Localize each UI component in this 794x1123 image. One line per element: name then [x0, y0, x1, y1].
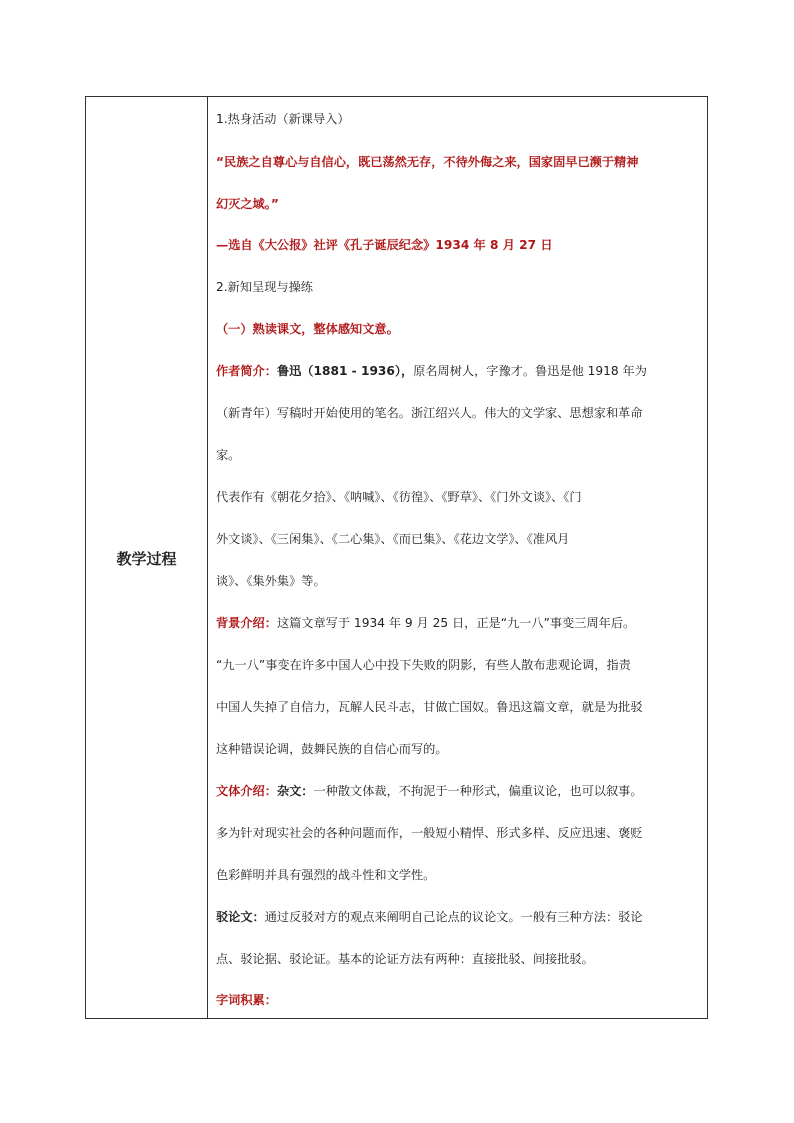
section1-heading: （一）熟读课文，整体感知文意。	[216, 322, 399, 336]
rebuttal-line-1	[216, 909, 643, 925]
genre-line1-rest: 一种散文体裁，不拘泥于一种形式，偏重议论，也可以叙事。	[313, 784, 643, 798]
genre-line-3: 色彩鲜明并具有强烈的战斗性和文学性。	[216, 868, 436, 882]
quote-line-2: 幻灭之域。”	[216, 197, 279, 211]
rebuttal-line-2: 点、驳论据、驳论证。基本的论证方法有两种：直接批驳、间接批驳。	[216, 952, 594, 966]
background-label: 背景介绍：	[216, 616, 277, 630]
genre-label: 文体介绍：	[216, 784, 277, 798]
quote-line-1: “民族之自尊心与自信心，既已荡然无存，不待外侮之来，国家固早已濒于精神	[216, 155, 639, 169]
background-line-1	[216, 615, 635, 631]
teaching-process-label: 教学过程	[116, 550, 177, 568]
author-intro-line-3: 家。	[216, 448, 241, 462]
background-line-4: 这种错误论调，鼓舞民族的自信心而写的。	[216, 742, 448, 756]
author-line1-rest: 原名周树人，字豫才。鲁迅是他 1918 年为	[413, 364, 647, 378]
background-line-3: 中国人失掉了自信力，瓦解人民斗志，甘做亡国奴。鲁迅这篇文章，就是为批驳	[216, 700, 643, 714]
works-line-3: 谈》、《集外集》等。	[216, 574, 326, 588]
new-knowledge-heading: 2.新知呈现与操练	[216, 280, 313, 294]
author-intro-line-1	[216, 363, 647, 379]
author-name: 鲁迅（1881 - 1936），	[276, 364, 414, 378]
works-line-2: 外文谈》、《三闲集》、《二心集》、《而已集》、《花边文学》、《准风月	[216, 532, 570, 546]
lesson-table	[85, 96, 708, 1019]
works-line-1: 代表作有《朝花夕拾》、《呐喊》、《彷徨》、《野草》、《门外文谈》、《门	[216, 490, 582, 504]
vocab-label: 字词积累：	[216, 993, 277, 1007]
background-line1-rest: 这篇文章写于 1934 年 9 月 25 日，正是“九一八”事变三周年后。	[276, 616, 636, 630]
genre-line-2: 多为针对现实社会的各种问题而作，一般短小精悍、形式多样、反应迅速、褒贬	[216, 826, 643, 840]
quote-source: —选自《大公报》社评《孔子诞辰纪念》1934 年 8 月 27 日	[216, 238, 553, 252]
author-label: 作者简介：	[216, 364, 277, 378]
author-intro-line-2: （新青年）写稿时开始使用的笔名。浙江绍兴人。伟大的文学家、思想家和革命	[216, 406, 643, 420]
rebuttal-line1-rest: 通过反驳对方的观点来阐明自己论点的议论文。一般有三种方法：驳论	[264, 910, 643, 924]
warmup-heading: 1.热身活动（新课导入）	[216, 112, 350, 126]
background-line-2: “九一八”事变在许多中国人心中投下失败的阴影，有些人散布悲观论调，指责	[216, 658, 631, 672]
row-label-cell	[86, 97, 208, 1018]
genre-line-1	[216, 783, 643, 799]
rebuttal-term: 驳论文：	[216, 910, 265, 924]
genre-term: 杂文：	[276, 784, 314, 798]
